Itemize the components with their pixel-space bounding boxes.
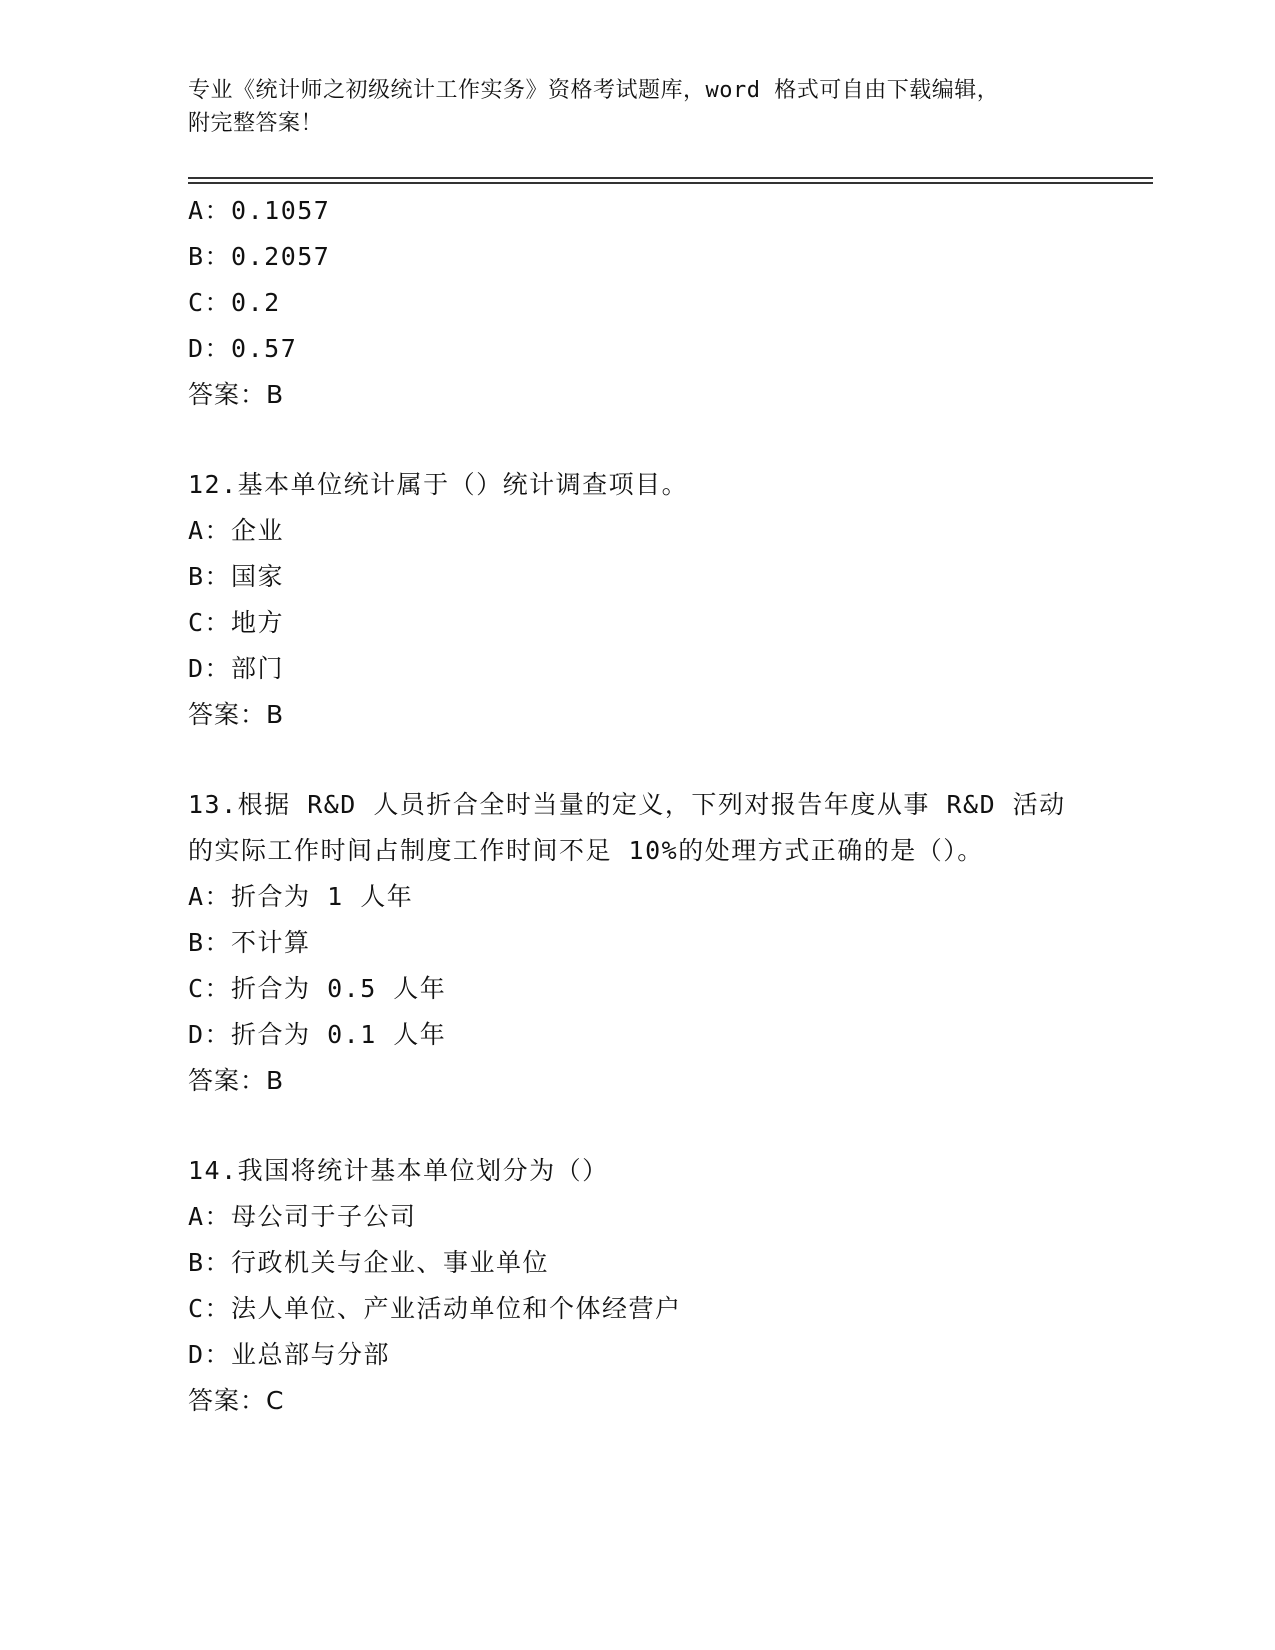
header-line-1: 专业《统计师之初级统计工作实务》资格考试题库，word 格式可自由下载编辑， (188, 78, 1000, 103)
option-a: A：0.1057 (188, 196, 331, 225)
question-block-11 (188, 188, 1088, 418)
header-divider-top (188, 177, 1153, 179)
option-b: B：0.2057 (188, 242, 331, 271)
question-block-14 (188, 1148, 1088, 1424)
question-block-12 (188, 462, 1088, 738)
answer-text: 答案：C (188, 1386, 285, 1415)
option-c: C：法人单位、产业活动单位和个体经营户 (188, 1294, 682, 1323)
header-line-2: 附完整答案！ (188, 111, 324, 136)
header-divider-bottom (188, 182, 1153, 184)
option-d: D：0.57 (188, 334, 298, 363)
question-text-line-2: 的实际工作时间占制度工作时间不足 10%的处理方式正确的是（）。 (188, 836, 984, 865)
option-b: B：行政机关与企业、事业单位 (188, 1248, 550, 1277)
option-b: B：不计算 (188, 928, 311, 957)
option-a: A：企业 (188, 516, 285, 545)
document-header (188, 74, 1088, 140)
option-b: B：国家 (188, 562, 285, 591)
option-d: D：业总部与分部 (188, 1340, 391, 1369)
question-text: 12.基本单位统计属于（）统计调查项目。 (188, 470, 689, 499)
question-block-13 (188, 782, 1088, 1104)
answer-text: 答案：B (188, 700, 285, 729)
option-d: D：部门 (188, 654, 285, 683)
option-a: A：母公司于子公司 (188, 1202, 417, 1231)
question-text: 14.我国将统计基本单位划分为（） (188, 1156, 609, 1185)
option-a: A：折合为 1 人年 (188, 882, 414, 911)
question-content (188, 188, 1088, 1424)
question-text-line-1: 13.根据 R&D 人员折合全时当量的定义，下列对报告年度从事 R&D 活动 (188, 790, 1066, 819)
option-d: D：折合为 0.1 人年 (188, 1020, 447, 1049)
answer-text: 答案：B (188, 380, 285, 409)
option-c: C：0.2 (188, 288, 281, 317)
option-c: C：折合为 0.5 人年 (188, 974, 447, 1003)
option-c: C：地方 (188, 608, 285, 637)
answer-text: 答案：B (188, 1066, 285, 1095)
